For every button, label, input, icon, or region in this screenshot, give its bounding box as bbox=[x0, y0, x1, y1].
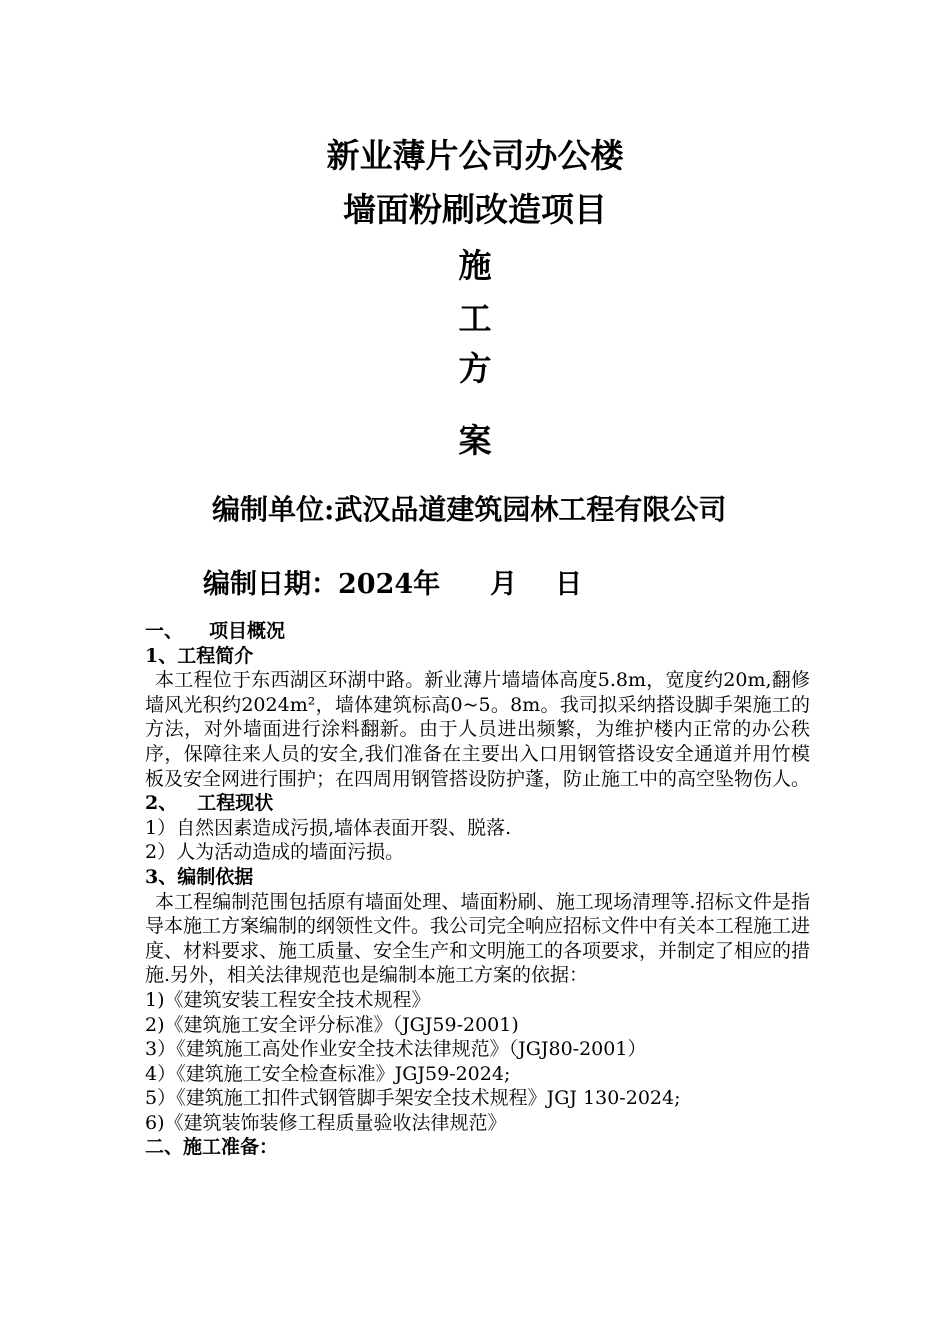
cover-title-char-3: 方 bbox=[458, 349, 492, 388]
date-month: 月 bbox=[490, 569, 518, 600]
list-item: 3）《建筑施工高处作业安全技术法律规范》（JGJ80-2001） bbox=[145, 1038, 647, 1061]
cover-title-char-1: 施 bbox=[458, 246, 492, 285]
date-day: 日 bbox=[555, 569, 583, 600]
cover-title-line1: 新业薄片公司办公楼 bbox=[326, 136, 624, 175]
section-heading-overview bbox=[145, 619, 810, 644]
date-prefix: 编制日期：2024年 bbox=[203, 569, 441, 600]
list-item: 5）《建筑施工扣件式钢管脚手架安全技术规程》JGJ 130-2024; bbox=[145, 1087, 681, 1110]
subheading-current-status bbox=[145, 791, 810, 816]
list-item: 1)《建筑安装工程安全技术规程》 bbox=[145, 988, 431, 1011]
compiling-date bbox=[203, 562, 582, 601]
subheading-text: 工程现状 bbox=[197, 792, 274, 815]
cover-title-char-2: 工 bbox=[458, 299, 492, 338]
cover-title-line2: 墙面粉刷改造项目 bbox=[343, 190, 607, 229]
subheading-num: 2、 bbox=[145, 792, 178, 815]
section-heading-text: 项目概况 bbox=[209, 620, 286, 642]
list-item: 2)《建筑施工安全评分标准》（JGJ59-2001) bbox=[145, 1013, 519, 1036]
document-body bbox=[145, 619, 810, 1160]
cover-title-char-4: 案 bbox=[458, 421, 492, 460]
subheading-basis: 3、编制依据 bbox=[145, 865, 254, 888]
compiling-organization: 编制单位:武汉品道建筑园林工程有限公司 bbox=[212, 493, 727, 526]
list-item: 4）《建筑施工安全检查标准》JGJ59-2024; bbox=[145, 1062, 511, 1085]
paragraph-basis: 本工程编制范围包括原有墙面处理、墙面粉刷、施工现场清理等.招标文件是指导本施工方案编制的纲领性文件。我公司完全响应招标文件中有关本工程施工进度、材料要求、施工质量、安全生产和文明施工的各项要求，并制定了相应的措施.另外，相关法律规范也是编制本施工方案的依据： bbox=[145, 890, 811, 987]
list-item: 6)《建筑装饰装修工程质量验收法律规范》 bbox=[145, 1111, 507, 1134]
list-item: 1）自然因素造成污损,墙体表面开裂、脱落. bbox=[145, 816, 512, 839]
section-heading-num: 一、 bbox=[145, 620, 184, 642]
section-heading-preparation: 二、施工准备： bbox=[145, 1136, 279, 1159]
subheading-project-intro: 1、工程简介 bbox=[145, 644, 254, 667]
paragraph-project-intro: 本工程位于东西湖区环湖中路。新业薄片墙墙体高度5.8m，宽度约20m,翻修墙风光积约2024m²，墙体建筑标高0~5。8m。我司拟采纳搭设脚手架施工的方法，对外墙面进行涂料翻新。由于人员进出频繁，为维护楼内正常的办公秩序，保障往来人员的安全,我们准备在主要出入口用钢管搭设安全通道并用竹模板及安全网进行围护；在四周用钢管搭设防护蓬，防止施工中的高空坠物伤人。 bbox=[145, 669, 811, 790]
list-item: 2）人为活动造成的墙面污损。 bbox=[145, 841, 405, 864]
